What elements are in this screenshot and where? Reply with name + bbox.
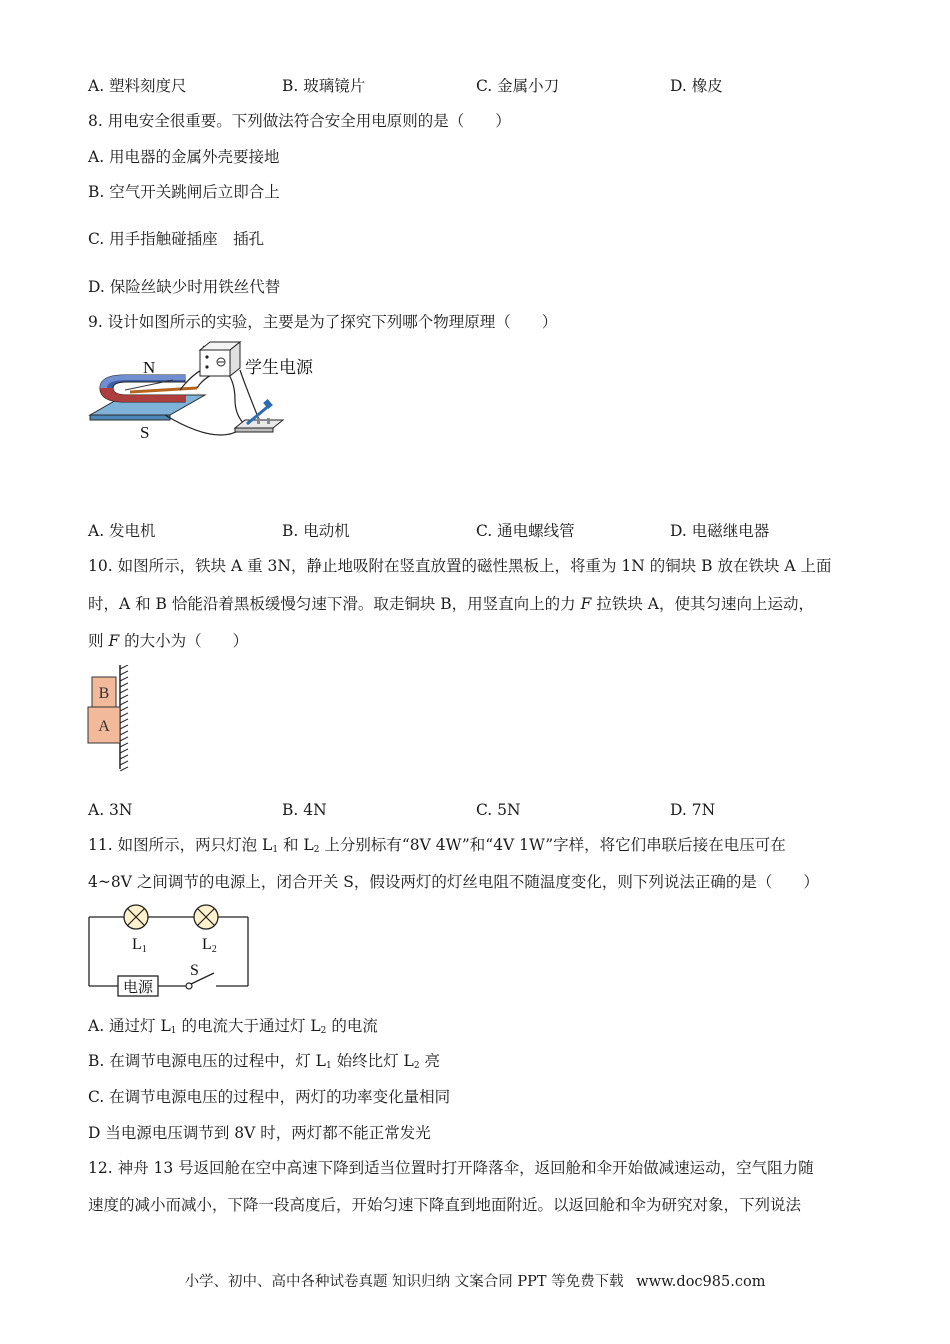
power-source-label: 电源 xyxy=(122,978,154,996)
south-pole-label: S xyxy=(140,423,150,442)
lamp-l1-icon xyxy=(124,905,148,929)
footer-text: 小学、初中、高中各种试卷真题 知识归纳 文案合同 PPT 等免费下载 xyxy=(184,1274,624,1290)
q9-option-c: C. 通电螺线管 xyxy=(476,522,575,540)
q10-option-a: A. 3N xyxy=(88,801,133,819)
q11-stem-line1: 11. 如图所示，两只灯泡 $L_1$ 和 $L_2$ 上分别标有“8V 4W”和“4V 1W”字样，将它们串联后接在电压可在 xyxy=(88,836,786,855)
q10-stem-line1: 10. 如图所示，铁块 A 重 3N，静止地吸附在竖直放置的磁性黑板上，将重为 1N 的铜块 B 放在铁块 A 上面 xyxy=(88,557,832,575)
block-a-label: A xyxy=(98,718,110,735)
q10-stem-line3: 则 F 的大小为（ ） xyxy=(88,632,249,650)
q8-stem: 8. 用电安全很重要。下列做法符合安全用电原则的是（ ） xyxy=(88,112,511,130)
footer-url[interactable]: www.doc985.com xyxy=(636,1274,766,1290)
q9-experiment-figure xyxy=(85,340,345,450)
q11-option-a: A. 通过灯 $L_1$ 的电流大于通过灯 $L_2$ 的电流 xyxy=(88,1017,378,1036)
q11-option-c: C. 在调节电源电压的过程中，两灯的功率变化量相同 xyxy=(88,1088,451,1106)
q10-blocks-figure xyxy=(86,665,136,771)
q7-option-a: A. 塑料刻度尺 xyxy=(88,77,187,95)
q11-option-d: D 当电源电压调节到 8V 时，两灯都不能正常发光 xyxy=(88,1124,431,1142)
q10-option-d: D. 7N xyxy=(670,801,716,819)
north-pole-label: N xyxy=(143,358,156,377)
power-source-box xyxy=(118,976,158,996)
q7-option-b: B. 玻璃镜片 xyxy=(282,77,366,95)
q7-option-c: C. 金属小刀 xyxy=(476,77,560,95)
q7-option-d: D. 橡皮 xyxy=(670,77,723,95)
q11-circuit-figure xyxy=(86,903,254,999)
power-supply-icon xyxy=(200,342,240,376)
q10-option-c: C. 5N xyxy=(476,801,521,819)
knife-switch-icon xyxy=(235,399,283,432)
power-supply-label: 学生电源 xyxy=(245,358,313,378)
q9-option-a: A. 发电机 xyxy=(88,522,156,540)
switch-label: S xyxy=(190,962,199,979)
q11-option-b: B. 在调节电源电压的过程中，灯 $L_1$ 始终比灯 $L_2$ 亮 xyxy=(88,1052,441,1071)
q10-stem-line2: 时，A 和 B 恰能沿着黑板缓慢匀速下滑。取走铜块 B，用竖直向上的力 F 拉铁块 A，使其匀速向上运动， xyxy=(88,595,814,613)
q12-stem-line1: 12. 神舟 13 号返回舱在空中高速下降到适当位置时打开降落伞，返回舱和伞开始做减速运动，空气阻力随 xyxy=(88,1159,814,1177)
q10-option-b: B. 4N xyxy=(282,801,327,819)
lamp-l1-label: L1 xyxy=(132,936,147,955)
q8-option-c: C. 用手指触碰插座 插孔 xyxy=(88,230,265,248)
q8-option-b: B. 空气开关跳闸后立即合上 xyxy=(88,183,280,201)
q9-stem: 9. 设计如图所示的实验，主要是为了探究下列哪个物理原理（ ） xyxy=(88,313,558,331)
circuit-wires xyxy=(89,917,248,986)
magnetic-board-icon xyxy=(120,665,128,771)
block-b-label: B xyxy=(98,685,110,702)
q8-option-a: A. 用电器的金属外壳要接地 xyxy=(88,148,280,166)
lamp-l2-icon xyxy=(194,905,218,929)
page-footer xyxy=(0,1270,950,1291)
lamp-l2-label: L2 xyxy=(202,936,217,955)
q8-option-d: D. 保险丝缺少时用铁丝代替 xyxy=(88,278,281,296)
q9-option-b: B. 电动机 xyxy=(282,522,350,540)
q12-stem-line2: 速度的减小而减小，下降一段高度后，开始匀速下降直到地面附近。以返回舱和伞为研究对象，下列说法 xyxy=(88,1196,802,1214)
q9-option-d: D. 电磁继电器 xyxy=(670,522,770,540)
q11-stem-line2: 4~8V 之间调节的电源上，闭合开关 S，假设两灯的灯丝电阻不随温度变化，则下列说法正确的是（ ） xyxy=(88,873,819,891)
